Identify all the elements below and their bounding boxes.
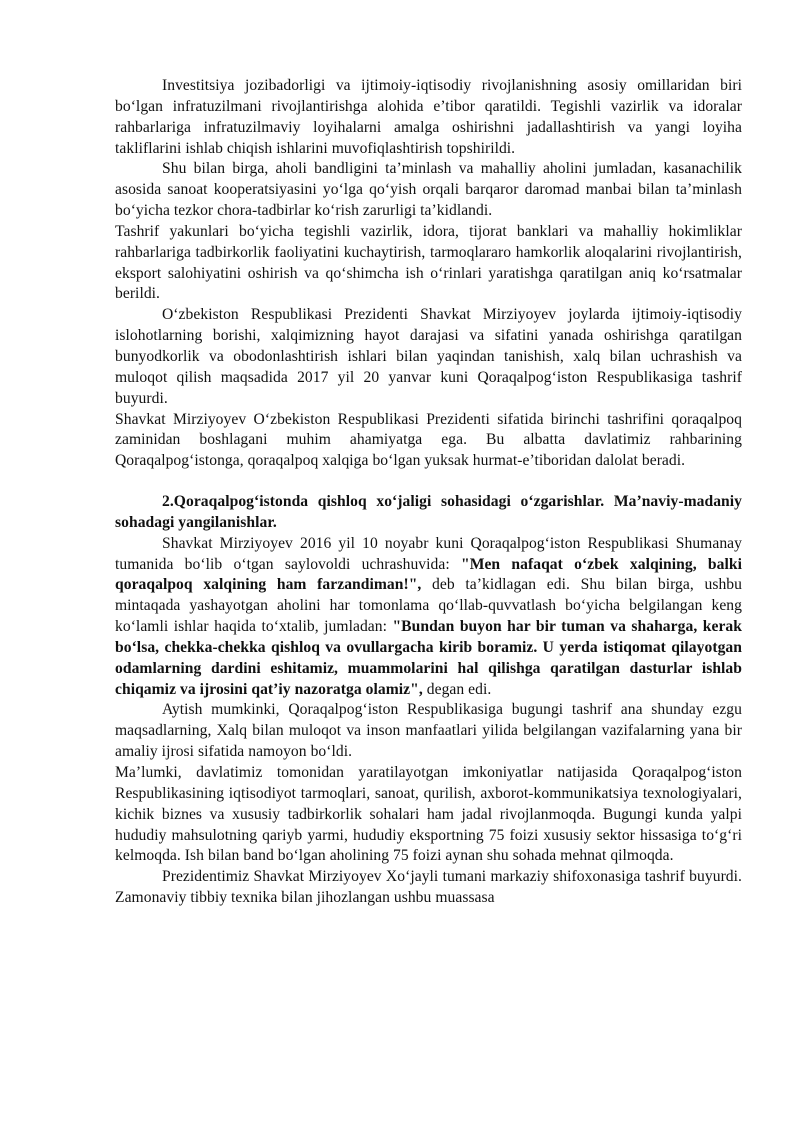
paragraph-shumanay-meeting [115,534,742,701]
paragraph-employment: Shu bilan birga, aholi bandligini ta’minlash va mahalliy aholini jumladan, kasanachilik asosida sanoat kooperatsiyasini yo‘lga qo‘yish orqali barqaror daromad manbai bilan ta’minlash bo‘yicha tezkor chora-tadbirlar ko‘rish zarurligi ta’kidlandi. [115,160,742,220]
paragraph-economy: Ma’lumki, davlatimiz tomonidan yaratilayotgan imkoniyatlar natijasida Qoraqalpog‘iston Respublikasining iqtisodiyot tarmoqlari, sanoat, qurilish, axborot-kommunikatsiya texnologiyalari, kichik biznes va xususiy tadbirkorlik sohalari ham jadal rivojlanmoqda. Bugungi kunda yalpi hududiy mahsulotning qariyb yarmi, hududiy eksportning 75 foizi xususiy sektor hissasiga to‘g‘ri kelmoqda. Ish bilan band bo‘lgan aholining 75 foizi aynan shu sohada mehnat qilmoqda. [115,764,742,865]
paragraph-visit-results: Tashrif yakunlari bo‘yicha tegishli vazirlik, idora, tijorat banklari va mahalliy hokimliklar rahbarlariga tadbirkorlik faoliyatini kuchaytirish, tarmoqlararo hamkorlik aloqalarini rivojlantirish, eksport salohiyatini oshirish va qo‘shimcha ish o‘rinlari yaratishga qaratilgan aniq ko‘rsatmalar berildi. [115,222,742,303]
quote-bundan-buyon: "Bundan buyon har bir tuman va shaharga, kerak bo‘lsa, chekka-chekka qishloq va ovullargacha kirib boramiz. U yerda istiqomat qilayotgan odamlarning dardini eshitamiz, muammolarini hal qilishga qaratilgan dasturlar ishlab chiqamiz va ijrosini qat’iy nazoratga olamiz", [115,618,742,698]
paragraph-first-visit: Shavkat Mirziyoyev O‘zbekiston Respublikasi Prezidenti sifatida birinchi tashrifini qoraqalpoq zaminidan boshlagani muhim ahamiyatga ega. Bu albatta davlatimiz rahbarining Qoraqalpog‘istonga, qoraqalpoq xalqiga bo‘lgan yuksak hurmat-e’tiboridan dalolat beradi. [115,410,742,470]
text-run: deb ta’kidlagan edi. Shu bilan birga, ushbu mintaqada yashayotgan aholini har tomonlama qo‘llab-quvvatlash bo‘yicha belgilangan keng ko‘lamli ishlar haqida to‘xtalib, jumladan: [115,576,743,636]
paragraph-hospital-visit: Prezidentimiz Shavkat Mirziyoyev Xo‘jayli tumani markaziy shifoxonasiga tashrif buyurdi. Zamonaviy tibbiy texnika bilan jihozlangan ushbu muassasa [115,868,742,907]
paragraph-todays-visit: Aytish mumkinki, Qoraqalpog‘iston Respublikasiga bugungi tashrif ana shunday ezgu maqsadlarning, Xalq bilan muloqot va inson manfaatlari yilida belgilangan vazifalarning yana bir amaliy ijrosi sifatida namoyon bo‘ldi. [115,701,742,761]
document-body [115,76,742,909]
quote-farzandiman: "Men nafaqat o‘zbek xalqining, balki qoraqalpoq xalqining ham farzandiman!", [115,555,742,594]
paragraph-spacer [115,472,742,492]
section-heading: 2.Qoraqalpog‘istonda qishloq xo‘jaligi sohasidagi o‘zgarishlar. Ma’naviy-madaniy sohadagi yangilanishlar. [115,493,742,531]
text-run: Shavkat Mirziyoyev 2016 yil 10 noyabr kuni Qoraqalpog‘iston Respublikasi Shumanay tumanida bo‘lib o‘tgan saylovoldi uchrashuvida: [115,534,742,573]
text-run: degan edi. [422,680,492,698]
paragraph-infrastructure: Investitsiya jozibadorligi va ijtimoiy-iqtisodiy rivojlanishning asosiy omillaridan biri bo‘lgan infratuzilmani rivojlantirishga alohida e’tibor qaratildi. Tegishli vazirlik va idoralar rahbarlariga infratuzilmaviy loyihalarni amalga oshirishni jadallashtirish va yangi loyiha takliflarini ishlab chiqish ishlarini muvofiqlashtirish topshirildi. [115,77,742,157]
paragraph-president-visit: O‘zbekiston Respublikasi Prezidenti Shavkat Mirziyoyev joylarda ijtimoiy-iqtisodiy islohotlarning borishi, xalqimizning hayot darajasi va sifatini yanada oshirishga qaratilgan bunyodkorlik va obodonlashtirish ishlari bilan yaqindan tanishish, xalq bilan uchrashish va muloqot qilish maqsadida 2017 yil 20 yanvar kuni Qoraqalpog‘iston Respublikasiga tashrif buyurdi. [115,306,742,407]
